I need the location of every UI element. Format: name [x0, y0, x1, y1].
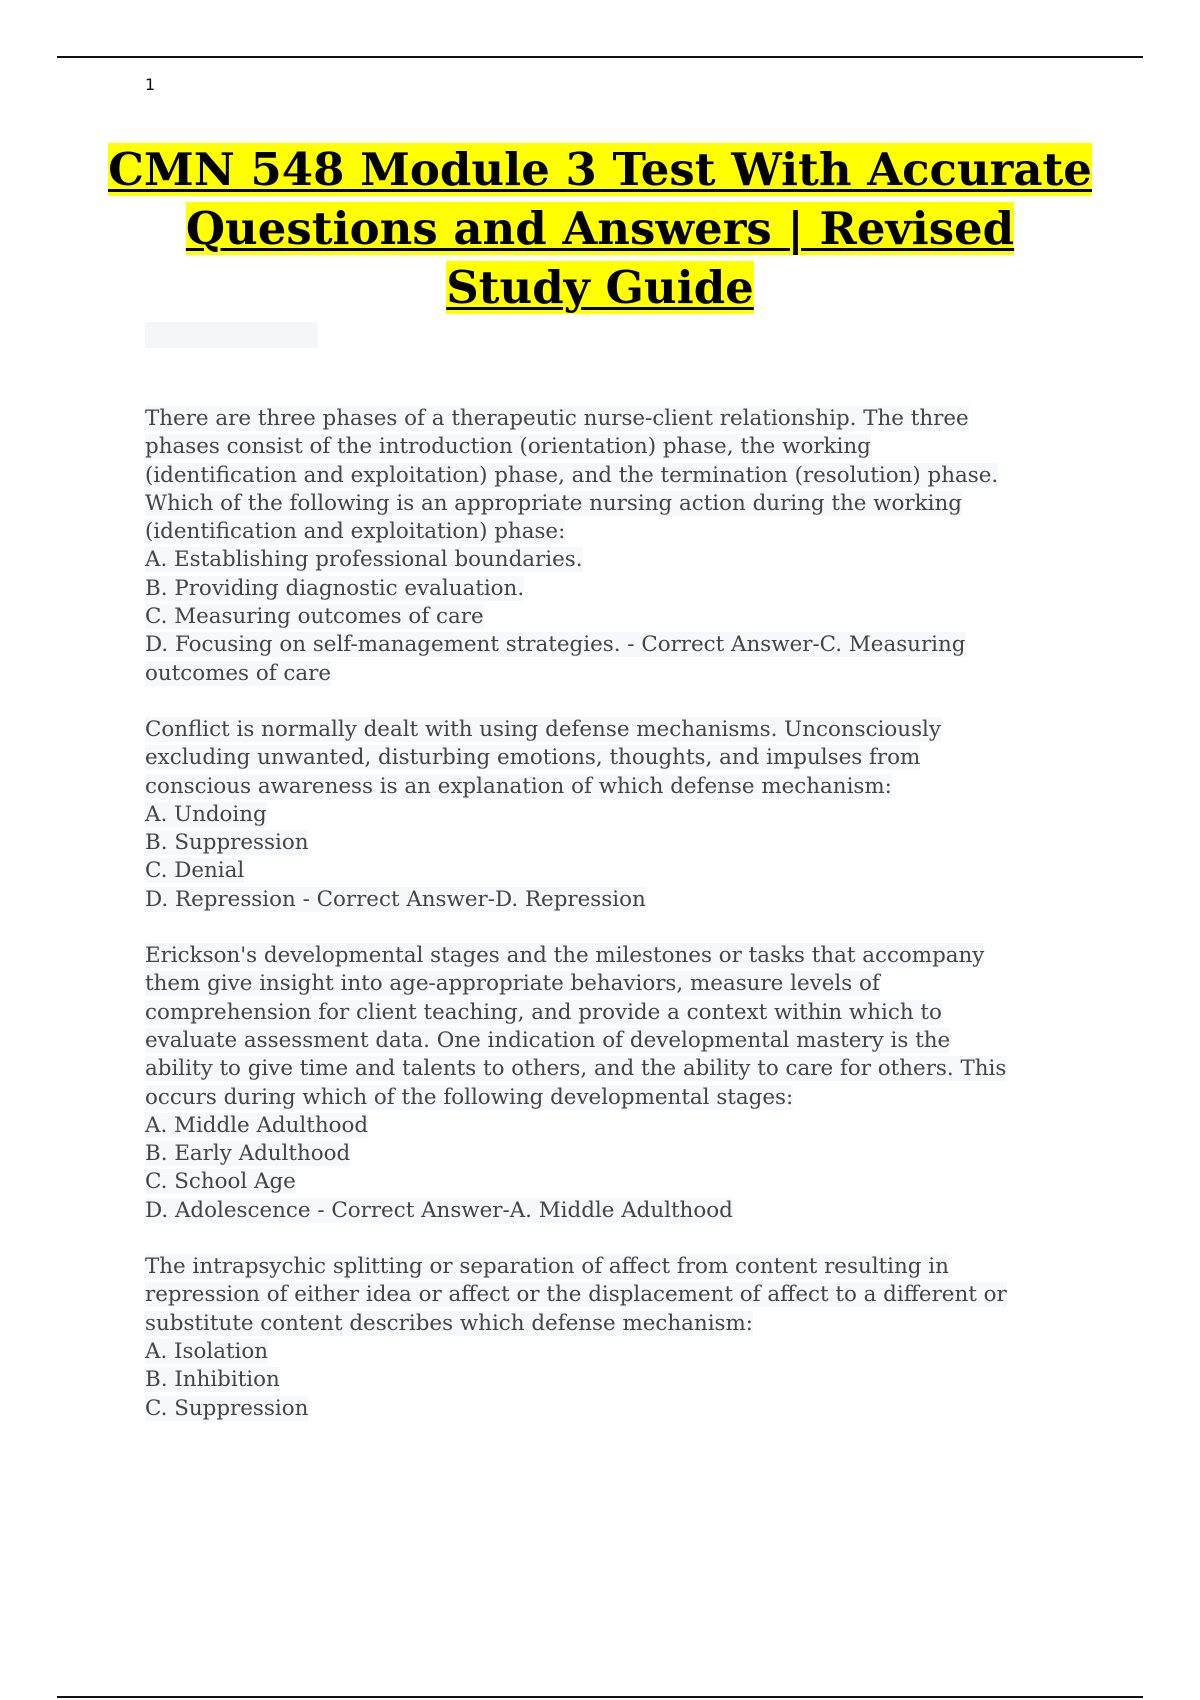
page-number: 1	[145, 75, 156, 94]
question-line-text: conscious awareness is an explanation of which defense mechanism:	[145, 773, 892, 799]
question-block	[145, 942, 1105, 1225]
question-line-text: Erickson's developmental stages and the milestones or tasks that accompany	[145, 943, 985, 969]
question-line	[145, 1168, 1105, 1196]
question-line	[145, 631, 1105, 659]
question-line-text: phases consist of the introduction (orientation) phase, the working	[145, 434, 871, 460]
question-line-text: comprehension for client teaching, and provide a context within which to	[145, 999, 942, 1025]
question-line	[145, 1112, 1105, 1140]
title-line: CMN 548 Module 3 Test With Accurate	[108, 143, 1092, 196]
question-line	[145, 1197, 1105, 1225]
question-line	[145, 744, 1105, 772]
question-line	[145, 1140, 1105, 1168]
question-line-text: occurs during which of the following developmental stages:	[145, 1084, 794, 1110]
question-line	[145, 1027, 1105, 1055]
question-line-text: C. Measuring outcomes of care	[145, 604, 484, 630]
question-line	[145, 801, 1105, 829]
question-line	[145, 773, 1105, 801]
question-line	[145, 462, 1105, 490]
question-line-text: Which of the following is an appropriate nursing action during the working	[145, 490, 962, 516]
question-line-text: (identification and exploitation) phase, and the termination (resolution) phase.	[145, 462, 999, 488]
question-line	[145, 575, 1105, 603]
question-line	[145, 518, 1105, 546]
question-block	[145, 405, 1105, 688]
question-line-text: D. Focusing on self-management strategies. - Correct Answer-C. Measuring	[145, 632, 966, 658]
question-line	[145, 1395, 1105, 1423]
question-line-text: The intrapsychic splitting or separation of affect from content resulting in	[145, 1254, 949, 1280]
question-line	[145, 1253, 1105, 1281]
question-line-text: D. Repression - Correct Answer-D. Repression	[145, 886, 646, 912]
question-line-text: B. Suppression	[145, 830, 309, 856]
question-line-text: B. Inhibition	[145, 1367, 280, 1393]
question-line	[145, 1366, 1105, 1394]
question-line-text: A. Undoing	[145, 801, 267, 827]
question-line	[145, 433, 1105, 461]
question-line	[145, 942, 1105, 970]
question-block	[145, 716, 1105, 914]
question-line-text: substitute content describes which defense mechanism:	[145, 1310, 754, 1336]
document-title	[100, 140, 1100, 317]
question-line-text: evaluate assessment data. One indication of developmental mastery is the	[145, 1027, 951, 1053]
title-line: Questions and Answers | Revised	[185, 202, 1015, 255]
question-line	[145, 546, 1105, 574]
question-line	[145, 999, 1105, 1027]
question-line	[145, 603, 1105, 631]
question-line-text: repression of either idea or affect or the displacement of affect to a different or	[145, 1282, 1007, 1308]
question-line-text: C. Denial	[145, 858, 245, 884]
footer-rule	[57, 1696, 1143, 1698]
header-rule	[57, 56, 1143, 58]
question-line	[145, 660, 1105, 688]
question-line-text: B. Early Adulthood	[145, 1141, 351, 1167]
question-line-text: them give insight into age-appropriate behaviors, measure levels of	[145, 971, 880, 997]
question-line-text: A. Isolation	[145, 1338, 269, 1364]
question-line-text: excluding unwanted, disturbing emotions, thoughts, and impulses from	[145, 745, 921, 771]
question-line-text: B. Providing diagnostic evaluation.	[145, 575, 525, 601]
question-line	[145, 970, 1105, 998]
question-line	[145, 1338, 1105, 1366]
question-line	[145, 1055, 1105, 1083]
question-block	[145, 1253, 1105, 1423]
title-line: Study Guide	[446, 261, 754, 314]
question-line	[145, 1084, 1105, 1112]
question-line	[145, 1310, 1105, 1338]
question-line-text: outcomes of care	[145, 660, 332, 686]
question-line	[145, 716, 1105, 744]
blank-placeholder-box	[145, 322, 318, 348]
question-line	[145, 886, 1105, 914]
question-list	[145, 405, 1105, 1423]
question-line	[145, 490, 1105, 518]
question-line-text: C. Suppression	[145, 1395, 309, 1421]
question-line	[145, 1281, 1105, 1309]
question-line	[145, 857, 1105, 885]
question-line-text: Conflict is normally dealt with using defense mechanisms. Unconsciously	[145, 716, 941, 742]
question-line-text: ability to give time and talents to others, and the ability to care for others. This	[145, 1056, 1007, 1082]
question-line	[145, 829, 1105, 857]
question-line-text: A. Middle Adulthood	[145, 1112, 369, 1138]
question-line-text: D. Adolescence - Correct Answer-A. Middle Adulthood	[145, 1197, 733, 1223]
question-line	[145, 405, 1105, 433]
question-line-text: (identification and exploitation) phase:	[145, 519, 566, 545]
question-line-text: C. School Age	[145, 1169, 296, 1195]
question-line-text: A. Establishing professional boundaries.	[145, 547, 583, 573]
question-line-text: There are three phases of a therapeutic nurse-client relationship. The three	[145, 406, 969, 431]
